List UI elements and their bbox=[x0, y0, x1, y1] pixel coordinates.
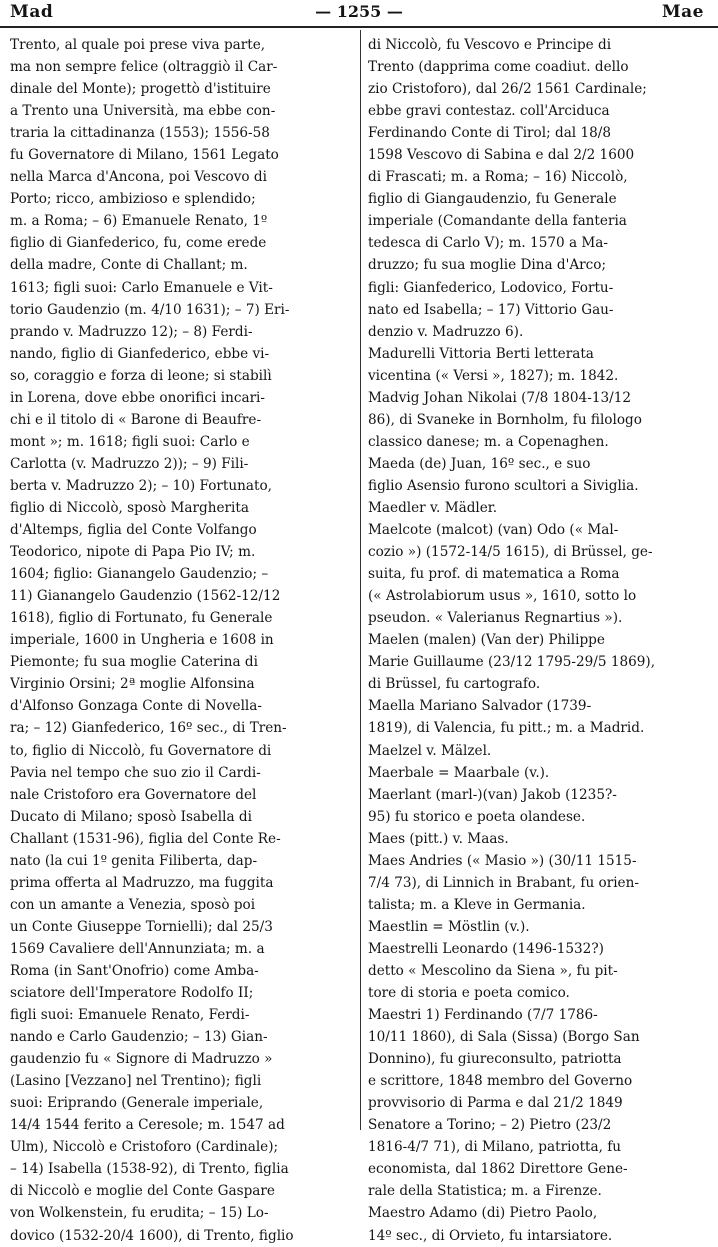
text-line bbox=[10, 387, 354, 409]
text-line-content: Trento (dapprima come coadiut. dello bbox=[368, 59, 629, 76]
text-line-content: 7/4 73), di Linnich in Brabant, fu orien- bbox=[368, 874, 639, 891]
text-line-content: Virginio Orsini; 2ª moglie Alfonsina bbox=[10, 676, 255, 693]
text-line-content: 1569 Cavaliere dell'Annunziata; m. a bbox=[10, 940, 265, 957]
text-line bbox=[10, 850, 354, 872]
text-line-content: Maerbale = Maarbale (v.). bbox=[368, 764, 550, 781]
text-line bbox=[10, 144, 354, 166]
text-line-content: denzio v. Madruzzo 6). bbox=[368, 323, 524, 340]
text-line-content: ma non sempre felice (oltraggiò il Car- bbox=[10, 59, 278, 76]
text-line-content: zio Cristoforo), dal 26/2 1561 Cardinale; bbox=[368, 81, 647, 98]
text-line bbox=[368, 894, 712, 916]
text-line-content: ra; – 12) Gianfederico, 16º sec., di Tren- bbox=[10, 720, 287, 737]
text-line bbox=[368, 299, 712, 321]
text-line bbox=[368, 1048, 712, 1070]
text-line bbox=[368, 431, 712, 453]
column-divider bbox=[360, 30, 361, 1130]
text-line bbox=[10, 695, 354, 717]
text-line-content: di Frascati; m. a Roma; – 16) Niccolò, bbox=[368, 169, 628, 186]
text-line bbox=[10, 321, 354, 343]
text-line bbox=[368, 938, 712, 960]
text-line bbox=[368, 563, 712, 585]
text-line-content: (« Astrolabiorum usus », 1610, sotto lo bbox=[368, 588, 637, 605]
text-line bbox=[368, 144, 712, 166]
text-line-content: 11) Gianangelo Gaudenzio (1562-12/12 bbox=[10, 588, 281, 605]
text-line bbox=[10, 1092, 354, 1114]
text-line bbox=[368, 872, 712, 894]
text-line-content: 86), di Svaneke in Bornholm, fu filologo bbox=[368, 411, 642, 428]
text-line bbox=[368, 166, 712, 188]
text-line-content: Maeda (de) Juan, 16º sec., e suo bbox=[368, 455, 591, 472]
text-line-content: Maelen (malen) (Van der) Philippe bbox=[368, 632, 605, 649]
text-line-content: economista, dal 1862 Direttore Gene- bbox=[368, 1161, 628, 1178]
text-line bbox=[368, 1004, 712, 1026]
text-line-content: Madvig Johan Nikolai (7/8 1804-13/12 bbox=[368, 389, 631, 406]
text-line bbox=[368, 629, 712, 651]
text-line-content: Maelzel v. Mälzel. bbox=[368, 742, 492, 759]
text-line bbox=[10, 1202, 354, 1224]
text-line bbox=[10, 717, 354, 739]
text-line bbox=[368, 960, 712, 982]
text-line-content: Maelcote (malcot) (van) Odo (« Mal- bbox=[368, 522, 619, 539]
text-line-content: figlio di Niccolò, sposò Margherita bbox=[10, 499, 249, 516]
text-line-content: nato ed Isabella; – 17) Vittorio Gau- bbox=[368, 301, 614, 318]
text-line bbox=[10, 629, 354, 651]
text-line bbox=[10, 651, 354, 673]
text-line-content: dinale del Monte); progettò d'istituire bbox=[10, 81, 271, 98]
text-line bbox=[368, 497, 712, 519]
text-line-content: nella Marca d'Ancona, poi Vescovo di bbox=[10, 169, 267, 186]
text-line bbox=[10, 673, 354, 695]
header-right-word: Mae bbox=[661, 2, 704, 22]
text-line bbox=[368, 607, 712, 629]
text-line-content: fu Governatore di Milano, 1561 Legato bbox=[10, 147, 279, 164]
text-line-content: Maes (pitt.) v. Maas. bbox=[368, 830, 509, 847]
text-line bbox=[10, 343, 354, 365]
text-line bbox=[10, 166, 354, 188]
text-line-content: Marie Guillaume (23/12 1795-29/5 1869), bbox=[368, 654, 656, 671]
text-line-content: 95) fu storico e poeta olandese. bbox=[368, 808, 586, 825]
header-left-word: Mad bbox=[10, 2, 54, 22]
text-line bbox=[10, 960, 354, 982]
text-line-content: Piemonte; fu sua moglie Caterina di bbox=[10, 654, 258, 671]
text-line-content: tore di storia e poeta comico. bbox=[368, 985, 570, 1002]
text-line bbox=[10, 740, 354, 762]
text-line-content: Madurelli Vittoria Berti letterata bbox=[368, 345, 594, 362]
text-line-content: Pavia nel tempo che suo zio il Cardi- bbox=[10, 764, 261, 781]
text-line-content: 14/4 1544 ferito a Ceresole; m. 1547 ad bbox=[10, 1117, 285, 1134]
text-line bbox=[10, 982, 354, 1004]
text-line-content: vicentina (« Versi », 1827); m. 1842. bbox=[368, 367, 619, 384]
text-line bbox=[10, 1070, 354, 1092]
text-line bbox=[10, 607, 354, 629]
text-line bbox=[368, 541, 712, 563]
text-line-content: 1618), figlio di Fortunato, fu Generale bbox=[10, 610, 273, 627]
text-line bbox=[368, 210, 712, 232]
text-line-content: di Niccolò e moglie del Conte Gaspare bbox=[10, 1183, 275, 1200]
text-line bbox=[368, 1225, 712, 1247]
text-line-content: con un amante a Venezia, sposò poi bbox=[10, 896, 256, 913]
text-line bbox=[10, 365, 354, 387]
text-line bbox=[368, 673, 712, 695]
text-line bbox=[10, 541, 354, 563]
text-line-content: un Conte Giuseppe Tornielli); dal 25/3 bbox=[10, 918, 273, 935]
text-line bbox=[368, 982, 712, 1004]
text-line-content: so, coraggio e forza di leone; si stabilì bbox=[10, 367, 272, 384]
text-line-content: imperiale, 1600 in Ungheria e 1608 in bbox=[10, 632, 274, 649]
text-line-content: nale Cristoforo era Governatore del bbox=[10, 786, 257, 803]
text-line-content: Ulm), Niccolò e Cristoforo (Cardinale); bbox=[10, 1139, 279, 1156]
text-line bbox=[10, 1180, 354, 1202]
text-line bbox=[368, 365, 712, 387]
text-line-content: Senatore a Torino; – 2) Pietro (23/2 bbox=[368, 1117, 612, 1134]
text-line bbox=[368, 78, 712, 100]
text-line-content: della madre, Conte di Challant; m. bbox=[10, 257, 248, 274]
text-line bbox=[368, 232, 712, 254]
text-line-content: figlio di Giangaudenzio, fu Generale bbox=[368, 191, 617, 208]
text-line-content: rale della Statistica; m. a Firenze. bbox=[368, 1183, 602, 1200]
text-line bbox=[10, 938, 354, 960]
text-line bbox=[10, 1026, 354, 1048]
text-line bbox=[10, 784, 354, 806]
text-line bbox=[10, 56, 354, 78]
text-line bbox=[10, 1114, 354, 1136]
text-line-content: Ferdinando Conte di Tirol; dal 18/8 bbox=[368, 125, 611, 142]
text-line-content: 1816-4/7 71), di Milano, patriotta, fu bbox=[368, 1139, 622, 1156]
text-line bbox=[368, 1136, 712, 1158]
text-line-content: prando v. Madruzzo 12); – 8) Ferdi- bbox=[10, 323, 253, 340]
text-line bbox=[10, 519, 354, 541]
text-line bbox=[10, 409, 354, 431]
text-line-content: figli: Gianfederico, Lodovico, Fortu- bbox=[368, 279, 614, 296]
text-line-content: dovico (1532-20/4 1600), di Trento, figlio bbox=[10, 1227, 294, 1244]
text-line bbox=[368, 56, 712, 78]
text-line bbox=[368, 254, 712, 276]
text-line-content: figli suoi: Emanuele Renato, Ferdi- bbox=[10, 1007, 250, 1024]
text-line-content: Roma (in Sant'Onofrio) come Amba- bbox=[10, 962, 259, 979]
text-line-content: prima offerta al Madruzzo, ma fuggita bbox=[10, 874, 274, 891]
text-line bbox=[10, 122, 354, 144]
text-line-content: a Trento una Università, ma ebbe con- bbox=[10, 103, 276, 120]
text-line bbox=[368, 1092, 712, 1114]
text-line-content: cozio ») (1572-14/5 1615), di Brüssel, ge- bbox=[368, 544, 653, 561]
text-line bbox=[368, 453, 712, 475]
text-line bbox=[368, 651, 712, 673]
text-line bbox=[368, 850, 712, 872]
text-line-content: pseudon. « Valerianus Regnartius »). bbox=[368, 610, 623, 627]
text-line bbox=[368, 277, 712, 299]
text-line bbox=[368, 828, 712, 850]
text-line-content: Maella Mariano Salvador (1739- bbox=[368, 698, 592, 715]
text-line-content: provvisorio di Parma e dal 21/2 1849 bbox=[368, 1095, 623, 1112]
text-line-content: m. a Roma; – 6) Emanuele Renato, 1º bbox=[10, 213, 268, 230]
text-line-content: torio Gaudenzio (m. 4/10 1631); – 7) Eri- bbox=[10, 301, 290, 318]
text-line bbox=[368, 475, 712, 497]
text-line bbox=[10, 497, 354, 519]
text-line-content: – 14) Isabella (1538-92), di Trento, figlia bbox=[10, 1161, 289, 1178]
text-line-content: Maerlant (marl-)(van) Jakob (1235?- bbox=[368, 786, 617, 803]
text-line bbox=[368, 100, 712, 122]
text-line-content: Maestri 1) Ferdinando (7/7 1786- bbox=[368, 1007, 598, 1024]
text-line-content: Trento, al quale poi prese viva parte, bbox=[10, 37, 266, 53]
text-line-content: nato (la cui 1º genita Filiberta, dap- bbox=[10, 852, 258, 869]
left-column bbox=[10, 34, 354, 1247]
text-line bbox=[368, 1026, 712, 1048]
text-line bbox=[10, 453, 354, 475]
text-line bbox=[368, 409, 712, 431]
text-line bbox=[10, 431, 354, 453]
text-line-content: (Lasino [Vezzano] nel Trentino); figli bbox=[10, 1073, 262, 1090]
text-line bbox=[368, 585, 712, 607]
text-line bbox=[368, 784, 712, 806]
text-line-content: d'Altemps, figlia del Conte Volfango bbox=[10, 522, 257, 539]
text-line-content: mont »; m. 1618; figli suoi: Carlo e bbox=[10, 433, 250, 450]
right-column bbox=[368, 34, 712, 1247]
text-line-content: ebbe gravi contestaz. coll'Arciduca bbox=[368, 103, 610, 120]
text-line bbox=[10, 916, 354, 938]
text-line bbox=[10, 1048, 354, 1070]
text-line-content: Maestlin = Möstlin (v.). bbox=[368, 918, 530, 935]
text-line bbox=[368, 188, 712, 210]
text-line-content: berta v. Madruzzo 2); – 10) Fortunato, bbox=[10, 477, 272, 494]
text-line bbox=[10, 1158, 354, 1180]
text-line-content: sciatore dell'Imperatore Rodolfo II; bbox=[10, 985, 254, 1002]
text-line bbox=[10, 188, 354, 210]
text-line-content: figlio Asensio furono scultori a Siviglia. bbox=[368, 477, 639, 494]
text-line bbox=[10, 563, 354, 585]
text-line bbox=[368, 762, 712, 784]
text-line-content: di Niccolò, fu Vescovo e Principe di bbox=[368, 37, 612, 53]
text-line-content: d'Alfonso Gonzaga Conte di Novella- bbox=[10, 698, 262, 715]
text-line bbox=[10, 1225, 354, 1247]
text-line bbox=[10, 1136, 354, 1158]
text-line-content: Maes Andries (« Masio ») (30/11 1515- bbox=[368, 852, 637, 869]
text-line bbox=[368, 806, 712, 828]
text-line bbox=[10, 299, 354, 321]
text-line bbox=[368, 1158, 712, 1180]
text-line bbox=[10, 254, 354, 276]
text-line-content: Donnino), fu giureconsulto, patriotta bbox=[368, 1051, 622, 1068]
text-line-content: chi e il titolo di « Barone di Beaufre- bbox=[10, 411, 262, 428]
text-line-content: Maestro Adamo (di) Pietro Paolo, bbox=[368, 1205, 598, 1222]
text-line bbox=[10, 475, 354, 497]
text-line-content: nando e Carlo Gaudenzio; – 13) Gian- bbox=[10, 1029, 268, 1046]
page-header bbox=[0, 0, 718, 28]
text-line-content: Teodorico, nipote di Papa Pio IV; m. bbox=[10, 544, 256, 561]
text-line-content: Ducato di Milano; sposò Isabella di bbox=[10, 808, 252, 825]
text-line-content: von Wolkenstein, fu erudita; – 15) Lo- bbox=[10, 1205, 269, 1222]
text-line bbox=[368, 122, 712, 144]
text-line-content: suita, fu prof. di matematica a Roma bbox=[368, 566, 620, 583]
text-line-content: figlio di Gianfederico, fu, come erede bbox=[10, 235, 267, 252]
text-line-content: imperiale (Comandante della fanteria bbox=[368, 213, 627, 230]
text-line bbox=[368, 34, 712, 56]
text-line bbox=[368, 740, 712, 762]
text-line-content: 1604; figlio: Gianangelo Gaudenzio; – bbox=[10, 566, 269, 583]
text-line-content: 14º sec., di Orvieto, fu intarsiatore. bbox=[368, 1227, 613, 1244]
text-line-content: 1819), di Valencia, fu pitt.; m. a Madrid. bbox=[368, 720, 645, 737]
text-line bbox=[368, 717, 712, 739]
text-line bbox=[368, 321, 712, 343]
text-line bbox=[10, 1004, 354, 1026]
text-line-content: Challant (1531-96), figlia del Conte Re- bbox=[10, 830, 281, 847]
text-line bbox=[368, 1180, 712, 1202]
text-line-content: 1613; figli suoi: Carlo Emanuele e Vit- bbox=[10, 279, 273, 296]
text-line-content: suoi: Eriprando (Generale imperiale, bbox=[10, 1095, 264, 1112]
text-line bbox=[368, 695, 712, 717]
page-number: — 1255 — bbox=[315, 2, 403, 21]
text-line bbox=[368, 387, 712, 409]
text-line-content: Porto; ricco, ambizioso e splendido; bbox=[10, 191, 256, 208]
text-line bbox=[10, 210, 354, 232]
text-line bbox=[10, 100, 354, 122]
text-line bbox=[10, 828, 354, 850]
text-line bbox=[368, 343, 712, 365]
text-line-content: gaudenzio fu « Signore di Madruzzo » bbox=[10, 1051, 273, 1068]
text-line bbox=[10, 762, 354, 784]
text-line bbox=[10, 806, 354, 828]
text-line bbox=[10, 78, 354, 100]
text-line bbox=[368, 1114, 712, 1136]
text-line-content: nando, figlio di Gianfederico, ebbe vi- bbox=[10, 345, 270, 362]
text-line bbox=[368, 916, 712, 938]
text-line bbox=[10, 277, 354, 299]
text-line-content: Maestrelli Leonardo (1496-1532?) bbox=[368, 940, 604, 957]
text-line bbox=[10, 232, 354, 254]
text-line-content: detto « Mescolino da Siena », fu pit- bbox=[368, 962, 618, 979]
text-line-content: e scrittore, 1848 membro del Governo bbox=[368, 1073, 633, 1090]
text-line-content: Carlotta (v. Madruzzo 2)); – 9) Fili- bbox=[10, 455, 249, 472]
text-line bbox=[368, 519, 712, 541]
text-line-content: in Lorena, dove ebbe onorifici incari- bbox=[10, 389, 266, 406]
text-line-content: to, figlio di Niccolò, fu Governatore di bbox=[10, 742, 272, 759]
text-line bbox=[10, 872, 354, 894]
text-line-content: 10/11 1860), di Sala (Sissa) (Borgo San bbox=[368, 1029, 640, 1046]
text-line bbox=[10, 894, 354, 916]
text-line bbox=[10, 34, 354, 56]
text-line-content: talista; m. a Kleve in Germania. bbox=[368, 896, 586, 913]
text-line-content: tedesca di Carlo V); m. 1570 a Ma- bbox=[368, 235, 609, 252]
text-line bbox=[368, 1202, 712, 1224]
text-line-content: di Brüssel, fu cartografo. bbox=[368, 676, 541, 693]
text-line-content: 1598 Vescovo di Sabina e dal 2/2 1600 bbox=[368, 147, 635, 164]
text-line-content: druzzo; fu sua moglie Dina d'Arco; bbox=[368, 257, 607, 274]
text-line bbox=[10, 585, 354, 607]
text-line-content: classico danese; m. a Copenaghen. bbox=[368, 433, 609, 450]
text-line bbox=[368, 1070, 712, 1092]
text-line-content: traria la cittadinanza (1553); 1556-58 bbox=[10, 125, 270, 142]
text-line-content: Maedler v. Mädler. bbox=[368, 499, 498, 516]
